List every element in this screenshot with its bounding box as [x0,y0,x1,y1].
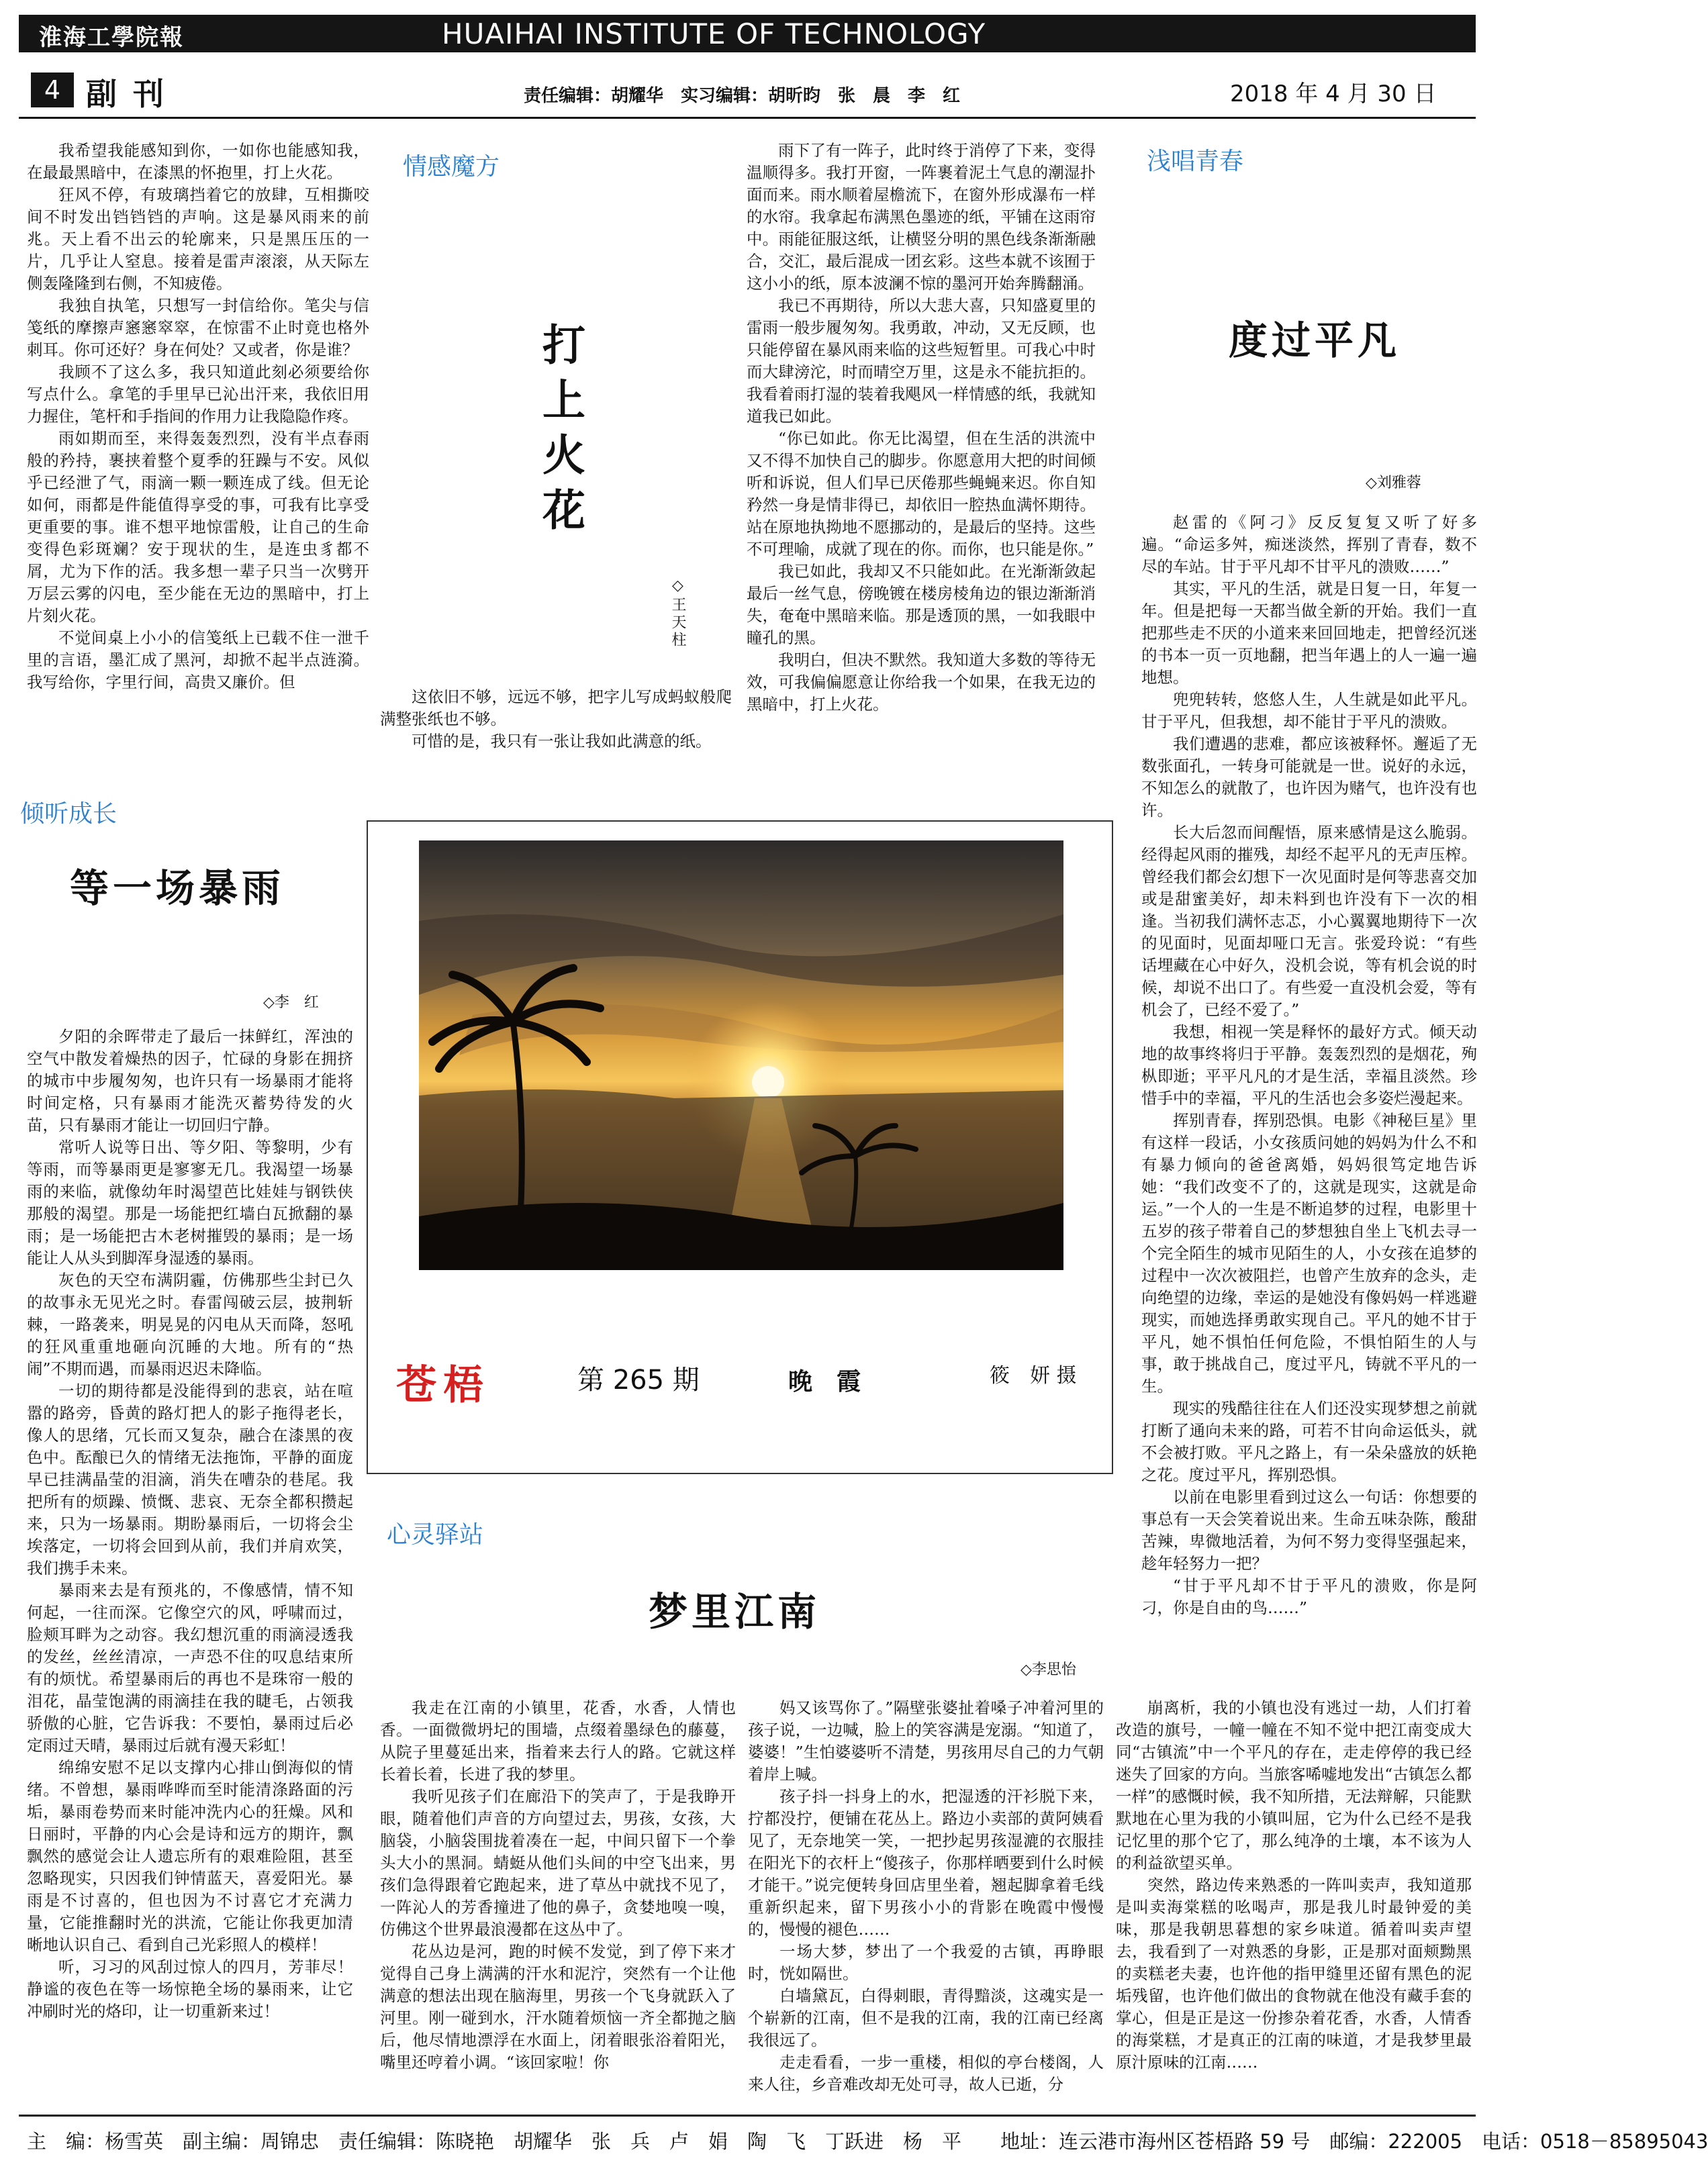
article3-paragraph: “甘于平凡却不甘于平凡的溃败，你是阿刁，你是自由的鸟……” [1141,1576,1477,1617]
article1-title: 打上火花 [535,322,585,542]
article4-paragraph: 走走看看，一步一重楼，相似的亭台楼阁，人来人往，乡音难改却无处可寻，故人已逝，分 [748,2053,1104,2094]
article1-paragraph: 我希望我能感知到你，一如你也能感知我，在最最黑暗中，在漆黑的怀抱里，打上火花。 [27,141,369,182]
article3-author: ◇刘雅蓉 [1366,475,1421,491]
masthead-chinese-name: 淮海工學院報 [39,24,184,51]
article1-paragraph: 雨下了有一阵子，此时终于消停了下来，变得温顺得多。我打开窗，一阵裹着泥土气息的潮湿扑面而来。雨水顺着屋檐流下，在窗外形成瀑布一样的水帘。我拿起布满黑色墨迹的纸，平铺在这雨帘中。雨能征服这纸，让横竖分明的黑色线条渐渐融合，交汇，最后混成一团玄彩。这些本就不该囿于这小小的纸，原本波澜不惊的墨河开始奔腾翻涌。 [747,141,1096,293]
article1-paragraph: 雨如期而至，来得轰轰烈烈，没有半点春雨般的矜持，裹挟着整个夏季的狂躁与不安。风似乎已经泄了气，雨滴一颗一颗连成了线。但无论如何，雨都是件能值得享受的事，可我有比享受更重要的事。谁不想平地惊雷般，让自己的生命变得色彩斑斓？安于现状的生，是连虫豸都不屑，尤为下作的活。我多想一辈子只当一次劈开万层云雾的闪电，至少能在无边的黑暗中，打上片刻火花。 [27,429,369,625]
article3-paragraph: 赵雷的《阿刁》反反复复又听了好多遍。“命运多舛，痴迷淡然，挥别了青春，数不尽的车站。甘于平凡却不甘平凡的溃败……” [1141,513,1477,576]
article2-paragraph: 听，习习的风刮过惊人的四月，芳菲尽！静谧的夜色在等一场惊艳全场的暴雨来，让它冲刷时光的烙印，让一切重新来过！ [27,1957,353,2021]
article2-body [27,1026,353,2023]
article1-paragraph: 我已不再期待，所以大悲大喜，只知盛夏里的雷雨一般步履匆匆。我勇敢，冲动，又无反顾，也只能停留在暴风雨来临的这些短暂里。可我心中时而大肆滂沱，时而晴空万里，这是永不能抗拒的。我看着雨打湿的装着我飓风一样情感的纸，我就知道我已如此。 [747,296,1096,426]
article4-paragraph: 花丛边是河，跑的时候不发觉，到了停下来才觉得自己身上满满的汗水和泥泞，突然有一个让他满意的想法出现在脑海里，男孩一个飞身就跃入了河里。刚一碰到水，汗水随着烦恼一齐全都抛之脑后，他尽情地漂浮在水面上，闭着眼张浴着阳光，嘴里还哼着小调。“该回家啦！你 [380,1942,736,2072]
header-rule [19,117,1476,119]
article2-author: ◇李 红 [263,994,319,1011]
photo-title: 晚 霞 [788,1367,861,1396]
article3-paragraph: 我想，相视一笑是释怀的最好方式。倾天动地的故事终将归于平静。轰轰烈烈的是烟花，殉枞即逝；平平凡凡的才是生活，幸福且淡然。珍惜手中的幸福，平凡的生活也会多姿烂漫起来。 [1141,1022,1477,1108]
article2-paragraph: 灰色的天空布满阴霾，仿佛那些尘封已久的故事永无见光之时。春雷闯破云层，披荆斩棘，一路袭来，明晃晃的闪电从天而降，怒吼的狂风重重地砸向沉睡的大地。所有的“热闹”不期而遇，而暴雨迟迟未降临。 [27,1271,353,1378]
page-number: 4 [31,72,74,107]
article3-paragraph: 挥别青春，挥别恐惧。电影《神秘巨星》里有这样一段话，小女孩质问她的妈妈为什么不和有暴力倾向的爸爸离婚，妈妈很笃定地告诉她：“我们改变不了的，这就是现实，这就是命运。”一个人的一生是不断追梦的过程，电影里十五岁的孩子带着自己的梦想独自坐上飞机去寻一个完全陌生的城市见陌生的人，小女孩在追梦的过程中一次次被阻拦，也曾产生放弃的念头，走向绝望的边缘，幸运的是她没有像妈妈一样逃避现实，而她选择勇敢实现自己。平凡的她不甘于平凡，她不惧怕任何危险，不惧怕陌生的人与事，敢于挑战自己，度过平凡，铸就不平凡的一生。 [1141,1111,1477,1396]
article1-paragraph: 我已如此，我却又不只能如此。在光渐渐敛起最后一丝气息，傍晚镀在楼房棱角边的银边渐渐消失，奄奄中黑暗来临。那是透顶的黑，一如我眼中瞳孔的黑。 [747,562,1096,647]
article2-paragraph: 常听人说等日出、等夕阳、等黎明，少有等雨，而等暴雨更是寥寥无几。我渴望一场暴雨的来临，就像幼年时渴望芭比娃娃与钢铁侠那般的渴望。那是一场能把红墙白瓦掀翻的暴雨；是一场能把古木老树摧毁的暴雨；是一场能让人从头到脚浑身湿透的暴雨。 [27,1138,353,1267]
issue-date: 2018 年 4 月 30 日 [1230,81,1437,107]
article2-paragraph: 一切的期待都是没能得到的悲哀，站在喧嚣的路旁，昏黄的路灯把人的影子拖得老长，像人的思绪，冗长而又复杂，融合在漆黑的夜色中。酝酿已久的情绪无法拖饰，平静的面庞早已挂满晶莹的泪滴，消失在嘈杂的巷尾。我把所有的烦躁、愤慨、悲哀、无奈全都积攒起来，只为一场暴雨。期盼暴雨后，一切将会尘埃落定，一切将会回到从前，我们并肩欢笑，我们携手未来。 [27,1382,353,1578]
issue-number: 第 265 期 [577,1365,700,1396]
article1-column-2 [380,686,732,753]
article4-title: 梦里江南 [649,1589,821,1635]
article4-column-1 [380,1697,736,2074]
article1-paragraph: 狂风不停，有玻璃挡着它的放肆，互相撕咬间不时发出铛铛铛的声响。这是暴风雨来的前兆。天上看不出云的轮廓来，只是黑压压的一片，几乎让人窒息。接着是雷声滚滚，从天际左侧轰隆隆到右侧，不知疲倦。 [27,185,369,293]
article1-paragraph: 我明白，但决不默然。我知道大多数的等待无效，可我偏偏愿意让你给我一个如果，在我无边的黑暗中，打上火花。 [747,650,1096,714]
article3-paragraph: 长大后忽而间醒悟，原来感情是这么脆弱。经得起风雨的摧残，却经不起平凡的无声压榨。曾经我们都会幻想下一次见面时是何等悲喜交加或是甜蜜美好，却未料到也许没有下一次的相逢。当初我们满怀志忑，小心翼翼地期待下一次的见面时，见面却哑口无言。张爱玲说：“有些话埋藏在心中好久，没机会说，等有机会说的时候，却说不出口了。有些爱一直没机会爱，等有机会了，已经不爱了。” [1141,823,1477,1019]
article2-section-label: 倾听成长 [20,800,117,828]
article3-section-label: 浅唱青春 [1147,148,1244,175]
article1-section-label: 情感魔方 [403,153,500,181]
article4-paragraph: 我听见孩子们在廊沿下的笑声了，于是我睁开眼，随着他们声音的方向望过去，男孩，女孩，大脑袋，小脑袋围拢着凑在一起，中间只留下一个拳头大小的黑洞。蜻蜓从他们头间的中空飞出来，男孩们急得跟着它跑起来，进了草丛中就找不见了，一阵沁人的芳香撞进了他的鼻子，贪婪地嗅一嗅，仿佛这个世界最浪漫都在这丛中了。 [380,1787,736,1939]
column-name: 苍梧 [396,1362,490,1409]
article1-paragraph: “你已如此。你无比渴望，但在生活的洪流中又不得不加快自己的脚步。你愿意用大把的时间倾听和诉说，但人们早已厌倦那些蝇蝇来迟。你自知矜然一身是情非得已，却依旧一腔热血满怀期待。站在原地执拗地不愿挪动的，是最后的坚持。这些不可理喻，成就了现在的你。而你，也只能是你。” [747,429,1096,559]
article4-paragraph: 崩离析，我的小镇也没有逃过一劫，人们打着改造的旗号，一幢一幢在不知不觉中把江南变成大同“古镇流”中一个平凡的存在，走走停停的我已经迷失了回家的方向。当旅客唏嘘地发出“古镇怎么都一样”的感慨时候，我不知所措，无法辩解，只能默默地在心里为我的小镇叫屈，它为什么已经不是我记忆里的那个它了，那么纯净的土壤，本不该为人的利益欲望买单。 [1116,1698,1472,1872]
article2-paragraph: 夕阳的余晖带走了最后一抹鲜红，浑浊的空气中散发着燥热的因子，忙碌的身影在拥挤的城市中步履匆匆，也许只有一场暴雨才能将时间定格，只有暴雨才能洗灭蓄势待发的火苗，只有暴雨才能让一切回归宁静。 [27,1027,353,1134]
article1-paragraph: 我顾不了这么多，我只知道此刻必须要给你写点什么。拿笔的手里早已沁出汗来，我依旧用力握住，笔杆和手指间的作用力让我隐隐作疼。 [27,362,369,426]
article4-column-2 [748,1697,1104,2096]
article1-column-3 [747,140,1096,716]
article3-paragraph: 兜兜转转，悠悠人生，人生就是如此平凡。甘于平凡，但我想，却不能甘于平凡的溃败。 [1141,690,1477,731]
article3-paragraph: 我们遭遇的悲难，都应该被释怀。邂逅了无数张面孔，一转身可能就是一世。说好的永远，不知怎么的就散了，也许因为赌气，也许没有也许。 [1141,734,1477,820]
sun [752,1066,784,1098]
article4-column-3 [1116,1697,1472,2074]
article2-title: 等一场暴雨 [70,865,285,911]
article3-paragraph: 其实，平凡的生活，就是日复一日，年复一年。但是把每一天都当做全新的开始。我们一直把那些走不厌的小道来来回回地走，把曾经沉迷的书本一页一页地翻，把当年遇上的人一遍一遍地想。 [1141,579,1477,687]
article1-column-1 [27,140,369,693]
editors-line: 责任编辑：胡耀华 实习编辑：胡昕昀 张 晨 李 红 [524,86,961,106]
masthead-english-name: HUAIHAI INSTITUTE OF TECHNOLOGY [442,17,986,50]
article4-paragraph: 白墙黛瓦，白得刺眼，青得黯淡，这魂实是一个崭新的江南，但不是我的江南，我的江南已经离我很远了。 [748,1986,1104,2049]
article4-paragraph: 妈又该骂你了。”隔壁张婆扯着嗓子冲着河里的孩子说，一边喊，脸上的笑容满是宠溺。“知道了，婆婆！”生怕婆婆听不清楚，男孩用尽自己的力气朝着岸上喊。 [748,1698,1104,1784]
article1-author: ◇王天柱 [669,577,686,649]
article4-paragraph: 一场大梦，梦出了一个我爱的古镇，再睁眼时，恍如隔世。 [748,1942,1104,1983]
photo-feature [367,820,1113,1474]
sunset-photo [419,840,1063,1270]
article4-paragraph: 突然，路边传来熟悉的一阵叫卖声，我知道那是叫卖海棠糕的吆喝声，那是我儿时最钟爱的美味，那是我朝思暮想的家乡味道。循着叫卖声望去，我看到了一对熟悉的身影，正是那对面颊黝黑的卖糕老夫妻，也许他的指甲缝里还留有黑色的泥垢残留，也许他们做出的食物就在他没有藏手套的掌心，但是正是这一份掺杂着花香，水香，人情香的海棠糕，才是真正的江南的味道，才是我梦里最原汁原味的江南…… [1116,1876,1472,2072]
article3-title: 度过平凡 [1229,318,1401,363]
photo-credit: 筱 妍 摄 [990,1364,1077,1388]
footer-rule [19,2115,1476,2117]
article3-paragraph: 现实的残酷往往在人们还没实现梦想之前就打断了通向未来的路，可若不甘向命运低头，就不会被打败。平凡之路上，有一朵朵盛放的妖艳之花。度过平凡，挥别恐惧。 [1141,1399,1477,1484]
article1-paragraph: 不觉间桌上小小的信笺纸上已载不住一泄千里的言语，墨汇成了黑河，却掀不起半点涟漪。我写给你，字里行间，高贵又廉价。但 [27,628,369,691]
article4-paragraph: 我走在江南的小镇里，花香，水香，人情也香。一面微微坍圮的围墙，点缀着墨绿色的藤蔓，从院子里蔓延出来，指着来去行人的路。它就这样长着长着，长进了我的梦里。 [380,1698,736,1784]
article1-paragraph: 我独自执笔，只想写一封信给你。笔尖与信笺纸的摩擦声窸窸窣窣，在惊雷不止时竟也格外刺耳。你可还好？身在何处？又或者，你是谁？ [27,296,369,359]
article1-paragraph: 可惜的是，我只有一张让我如此满意的纸。 [412,732,712,750]
article4-paragraph: 孩子抖一抖身上的水，把湿透的汗衫脱下来，拧都没拧，便铺在花丛上。路边小卖部的黄阿姨看见了，无奈地笑一笑，一把抄起男孩湿漉的衣服挂在阳光下的衣杆上“傻孩子，你那样晒要到什么时候才能干。”说完便转身回店里坐着，翘起脚拿着毛线重新织起来，留下男孩小小的背影在晚霞中慢慢的，慢慢的褪色…… [748,1787,1104,1939]
section-title: 副刊 [86,76,180,112]
article4-section-label: 心灵驿站 [387,1521,484,1549]
article1-paragraph: 这依旧不够，远远不够，把字儿写成蚂蚁般爬满整张纸也不够。 [380,687,732,728]
footer-credits: 主 编：杨雪英 副主编：周锦忠 责任编辑：陈晓艳 胡耀华 张 兵 卢 娟 陶 飞 丁跃进 杨 平 地址：连云港市海州区苍梧路 59 号 邮编：222005 电话：0518－85895043 [27,2130,1708,2153]
article3-paragraph: 以前在电影里看到过这么一句话：你想要的事总有一天会笑着说出来。生命五味杂陈，酸甜苦辣，卑微地活着，为何不努力变得坚强起来，趁年轻努力一把？ [1141,1488,1477,1573]
article4-author: ◇李思怡 [1021,1661,1076,1678]
article2-paragraph: 暴雨来去是有预兆的，不像感情，情不知何起，一往而深。它像空穴的风，呼啸而过，脸颊耳畔为之动容。我幻想沉重的雨滴浸透我的发丝，丝丝清凉，一声恐不住的叹息结束所有的烦忧。希望暴雨后的再也不是珠帘一般的泪花，晶莹饱满的雨滴挂在我的睫毛，占领我骄傲的心脏，它告诉我：不要怕，暴雨过后必定雨过天晴，暴雨过后就有漫天彩虹！ [27,1581,353,1755]
article2-paragraph: 绵绵安慰不足以支撑内心排山倒海似的情绪。不曾想，暴雨哗哗而至时能清涤路面的污垢，暴雨卷势而来时能冲洗内心的狂燥。风和日丽时，平静的内心会是诗和远方的期许，飘飘然的感觉会让人遗忘所有的艰难险阻，甚至忽略现实，只因我们钟情蓝天，喜爱阳光。暴雨是不讨喜的，但也因为不讨喜它才充满力量，它能推翻时光的洪流，它能让你我更加清晰地认识自己、看到自己光彩照人的模样！ [27,1758,353,1954]
masthead-banner [19,15,1476,52]
article3-body [1141,512,1477,1619]
